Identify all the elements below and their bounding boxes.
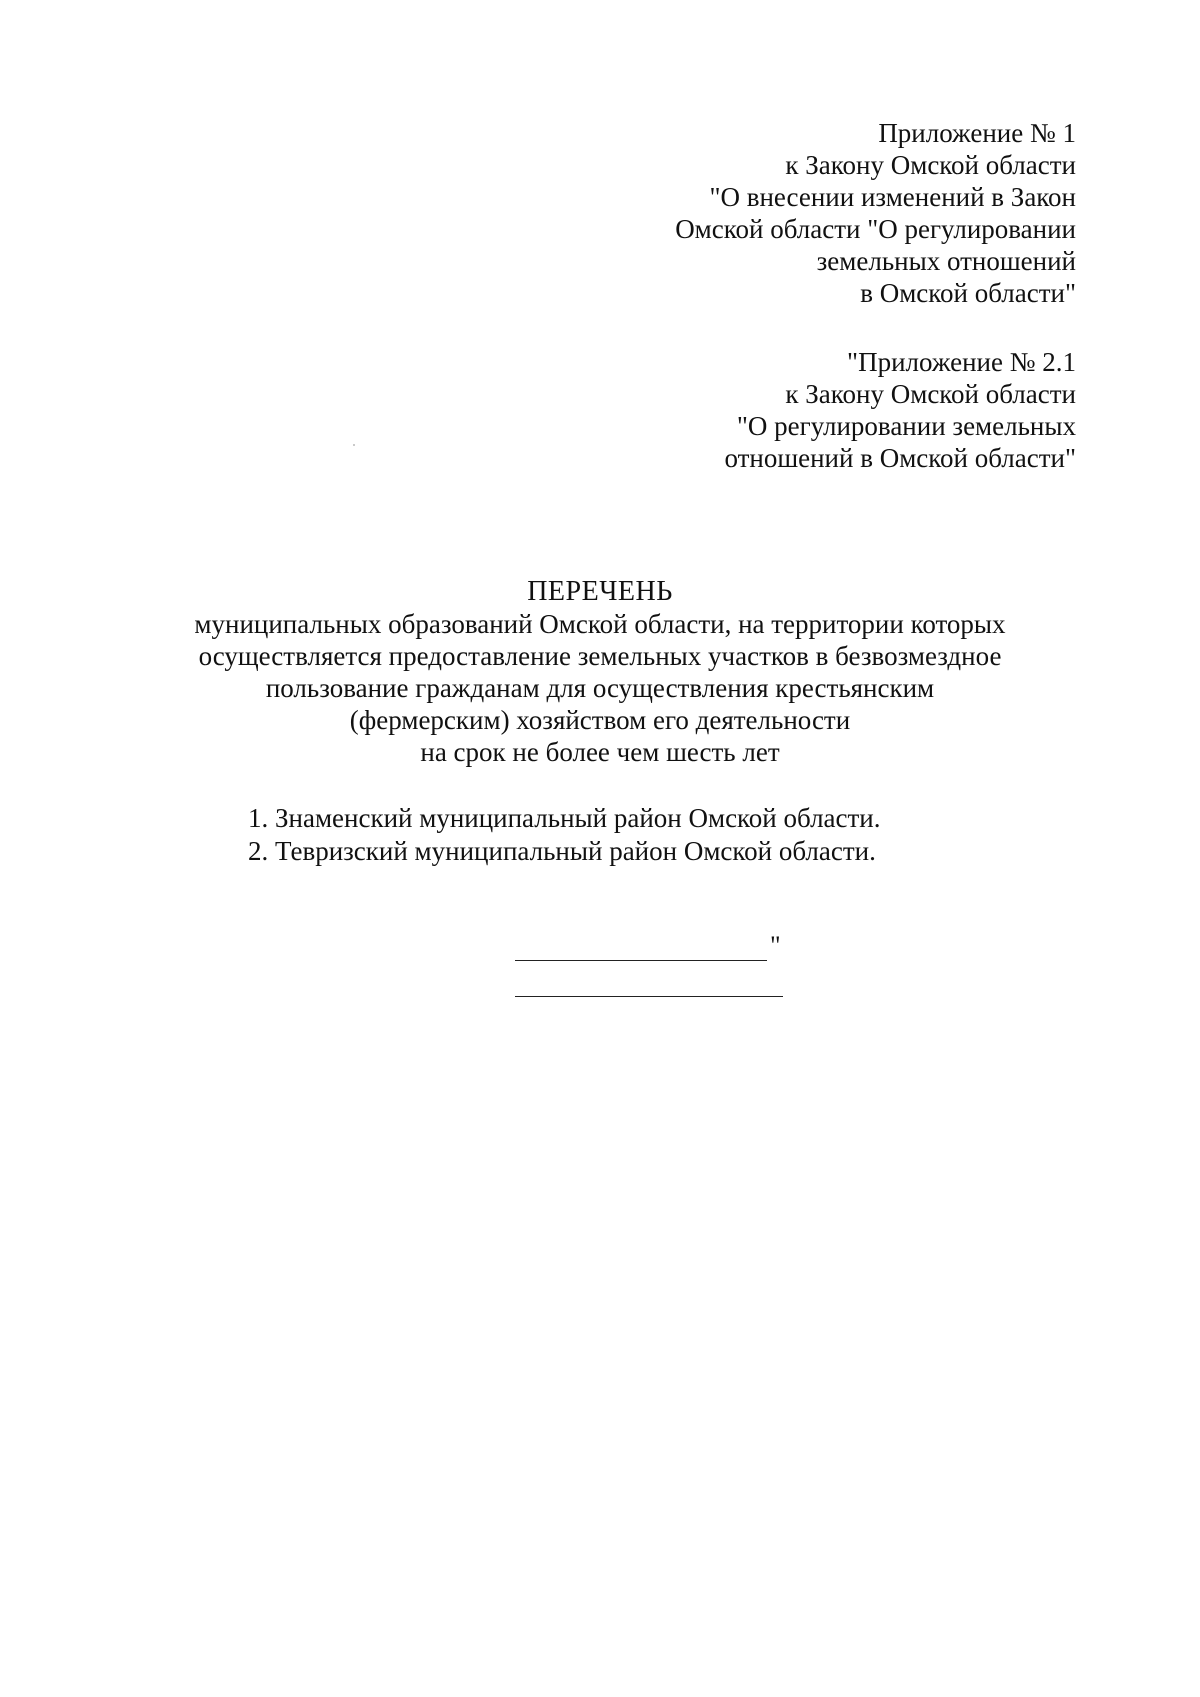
annex-2-1-line: к Закону Омской области [785,379,1076,409]
annex-2-1-line: "О регулировании земельных [736,411,1076,441]
closing-rule-line [515,960,767,961]
closing-quote-mark: " [770,931,781,960]
annex-1-line: "О внесении изменений в Закон [709,182,1076,212]
list-item: 2. Тевризский муниципальный район Омской области. [248,836,876,866]
closing-rule-line [515,996,783,997]
annex-1-line: земельных отношений [816,246,1076,276]
annex-2-1-line: "Приложение № 2.1 [847,347,1076,377]
heading-line: пользование гражданам для осуществления крестьянским [265,673,935,703]
heading-line: (фермерским) хозяйством его деятельности [349,705,851,735]
heading-line: осуществляется предоставление земельных участков в безвозмездное [198,641,1002,671]
heading-title: ПЕРЕЧЕНЬ [527,576,673,607]
annex-1-line: Приложение № 1 [878,118,1076,148]
annex-1-line: Омской области "О регулировании [675,214,1076,244]
municipality-list [248,802,881,868]
annex-2-1-line: отношений в Омской области" [724,443,1076,473]
annex-2-1-header [724,346,1076,474]
heading-line: на срок не более чем шесть лет [420,737,780,767]
heading-line: муниципальных образований Омской области, на территории которых [194,609,1006,639]
scan-speck [353,444,355,446]
annex-1-line: в Омской области" [860,278,1076,308]
annex-1-line: к Закону Омской области [785,150,1076,180]
document-heading [150,576,1050,768]
list-item: 1. Знаменский муниципальный район Омской области. [248,803,881,833]
annex-1-header [675,117,1076,309]
